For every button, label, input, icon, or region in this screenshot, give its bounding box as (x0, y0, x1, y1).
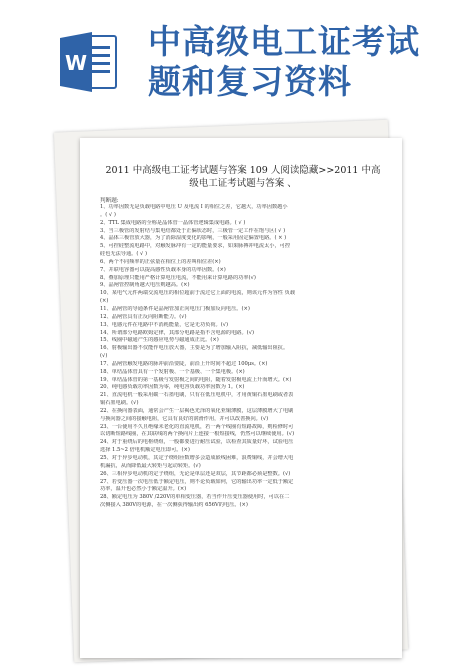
question-line: 27、若变压器一次电压低于额定电压，则不论负载如何，它的输出功率一定低于额定 (100, 478, 294, 485)
question-line: 24、对于重绕后的电枢绕组，一般都要进行耐压试验，以检查其质量好坏，试验电压 (100, 439, 294, 446)
document-title-line-2: 级电工证考试题与答案 、 (189, 178, 297, 189)
question-line: 22、在换向器表面，通常会产生一层褐色光泽的氧化亚铜薄膜，这层薄膜增大了电刷 (100, 407, 294, 414)
document-page (80, 138, 402, 658)
document-title (98, 164, 388, 190)
question-line: 15、线圈中磁通产生的感应电势与磁通成正比。(×) (100, 337, 219, 344)
question-line: 20、纯电感负载功率因数为零，纯电容负载功率因数为 1。(×) (100, 384, 245, 391)
question-line: 4、晶体三极管放大器，为了消除湿度变化的影响，一般采用固定偏置电路。( × ) (100, 235, 287, 242)
question-line: 机漏抗，从而降低最大转矩与起动转矩。(√) (100, 462, 201, 469)
banner-title (148, 22, 448, 102)
question-line: 3、当三极管的发射结与集电结都处于正偏状态时，三极管一定工作在饱与区( √ ) (100, 227, 286, 234)
svg-text:W: W (64, 51, 88, 75)
question-line: 铜石墨电刷。(√) (100, 400, 139, 407)
document-title-line-1: 2011 中高级电工证考试题与答案 109 人阅读隐藏>>2011 中高 (105, 165, 381, 176)
question-line: 次侧接入 380V的电源，在一次侧获得输出约 656V的电压。(×) (100, 502, 248, 509)
question-line: 2、TTL 集成电路的全称是晶体管一晶体管逻辑集成电路。( √ ) (100, 219, 246, 226)
question-line: 11、晶闸管的导通条件是晶闸管加正向电压门极加反向电压。(×) (100, 305, 250, 312)
question-line: 8、叠加原理只能用严格计算电压电流，不能用来计算电路的功率(√) (100, 274, 256, 281)
question-list (100, 204, 388, 510)
banner-title-line-2: 题和复习资料 (148, 62, 352, 101)
word-document-icon (58, 30, 118, 94)
question-line: 10、某电气元件两端交流电压的相位超前于流过它上面的电流，则该元件为容性 负载 (100, 290, 296, 297)
banner (0, 0, 474, 128)
question-line: 18、单结晶体管具有一个发射极、一个基极、一个集电极。(×) (100, 368, 245, 375)
question-line: 17、晶闸管触发电路的脉冲前沿要陡，前沿上升时间不超过 100μs。(×) (100, 360, 268, 367)
question-line: 以切断短路线圈，在其联线的两个换向片上连接一根短接线，仍然可以继续使用。(√) (100, 431, 295, 438)
question-line: 。( √ ) (100, 211, 116, 218)
section-label: 判断题: (100, 198, 119, 204)
question-line: (√) (100, 353, 108, 360)
banner-title-line-1: 中高级电工证考试 (148, 22, 420, 61)
question-line: 14、所谓部分电路欧姆定律，其部分电路是指不含电源的电路。(√) (100, 329, 255, 336)
question-line: (×) (100, 298, 109, 305)
question-line: 7、并联电容器可以提高感性负载本身的功率因数。(×) (100, 266, 226, 273)
question-line: 23、一台使用不久且绝缘未老化的直流电机，若一两个线圈有短路故障，则检修时可 (100, 423, 294, 430)
question-line: 1、功率因数无是负载电路中电压 U 及电流 I 的相位之差，它越大，功率因数越小 (100, 204, 288, 210)
question-line: 19、单结晶体管的第一基极与发射极之间的电阻，随着发射极电流上升而增大。(×) (100, 376, 292, 383)
question-line: 16、射极输出器不仅能作电压放大器，主要是为了增加输入阻抗，减低输出阻抗。 (100, 345, 289, 352)
question-line: 21、直流电机一般采用碳一石墨电刷，只有在低压电机中，才用黄铜石墨电刷或者表 (100, 392, 294, 399)
question-line: 9、晶闸管控制角越大电压则越高。(×) (100, 282, 190, 289)
question-line: 6、两个不同频率的正弦量在相位上的差叫相位差(×) (100, 258, 221, 265)
question-line: 26、三相异步电动机的定子绕组，无论是单层还是双层，其节距都必须是整数。(√) (100, 470, 291, 477)
question-line: 选择 1.5~2 倍电机额定电压即可。(×) (100, 447, 190, 454)
question-line: 与换向器之间的接触电阻，它具有良好的润滑作用，并可以改善换向。(√) (100, 415, 269, 422)
question-line: 功率，温升也必然小于额定温升。(×) (100, 486, 187, 493)
question-line: 12、晶闸管具有正反向阻断能力。(√) (100, 313, 187, 320)
question-line: 28、额定电压为 380V /220V的单相变压器，若当作升压变压器使用时，可以在二 (100, 494, 290, 501)
question-line: 13、电感元件在电路中不消耗能量，它是无功负荷。(√) (100, 321, 229, 328)
question-line: 5、可控硅整流电路中，对触发脉冲有一定的能量要求，如果脉搏冲电流太小，可控 (100, 243, 291, 250)
question-line: 硅也无法导通。( √ ) (100, 251, 147, 258)
question-line: 25、对于异步电动机，其定子绕组匝数增多会造成嵌线困难，浪费铜线，并会增大电 (100, 455, 294, 461)
